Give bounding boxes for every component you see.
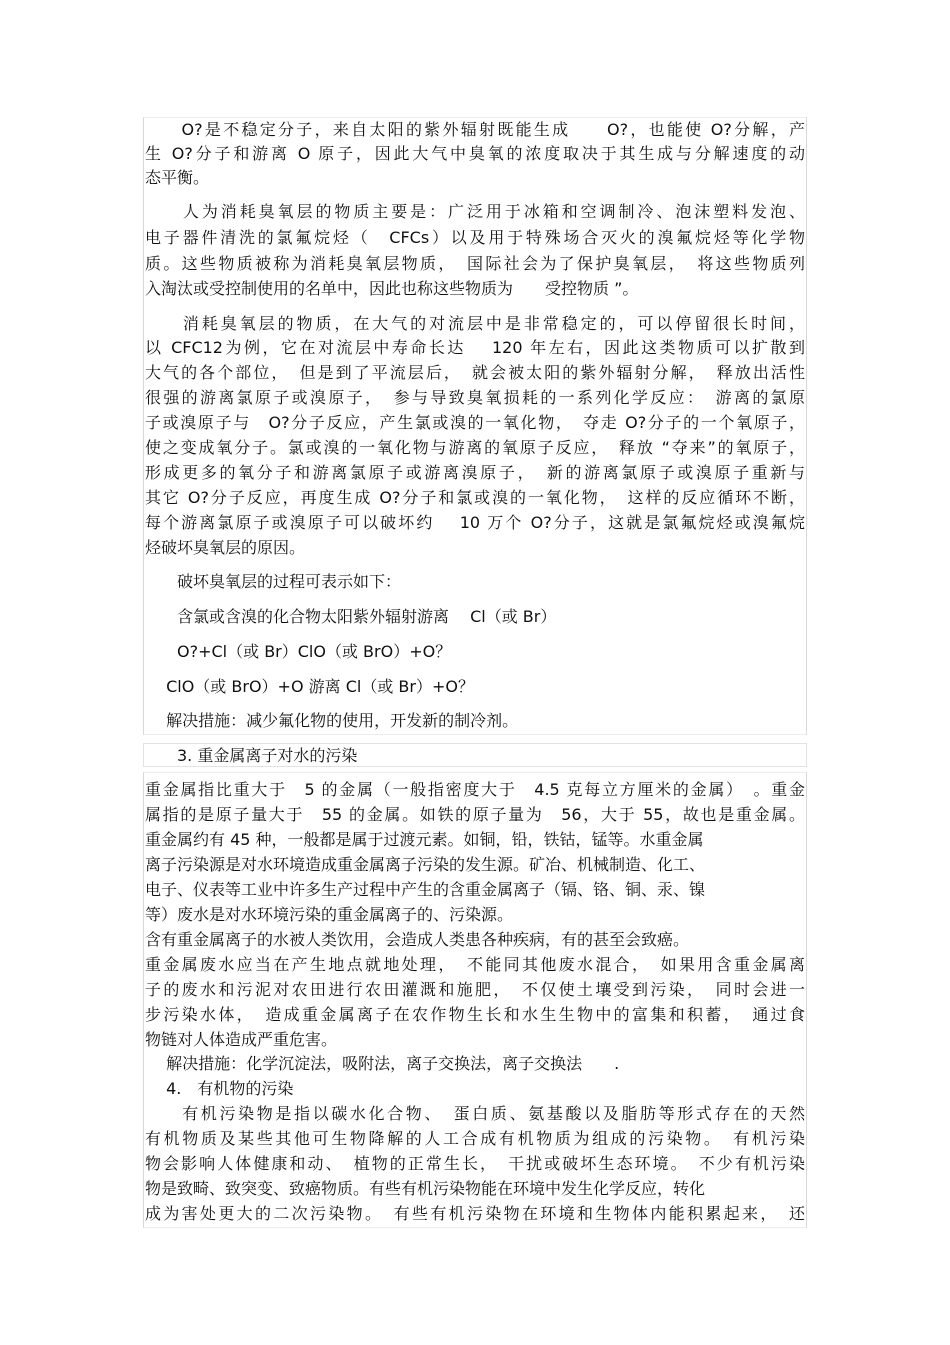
paragraph-line: 含有重金属离子的水被人类饮用，会造成人类患各种疾病，有的甚至会致癌。 [145, 930, 690, 949]
paragraph-line: 重金属指比重大于 5 的金属（一般指密度大于 4.5 克每立方厘米的金属） 。重金 [145, 780, 805, 799]
paragraph-line: 属指的是原子量大于 55 的金属。如铁的原子量为 56，大于 55，故也是重金属。 [145, 805, 805, 824]
paragraph-line: 质。这些物质被称为消耗臭氧层物质， 国际社会为了保护臭氧层， 将这些物质列 [145, 254, 805, 273]
paragraph-line: 重金属约有 45 种，一般都是属于过渡元素。如铜，铅，铁钴，锰等。水重金属 [145, 830, 704, 849]
paragraph-line: 烃破坏臭氧层的原因。 [145, 538, 306, 557]
paragraph-line: 生 O?分子和游离 O 原子，因此大气中臭氧的浓度取决于其生成与分解速度的动 [145, 144, 805, 163]
paragraph-line: 大气的各个部位， 但是到了平流层后， 就会被太阳的紫外辐射分解， 释放出活性 [145, 363, 805, 382]
solution-text: 解决措施：减少氟化物的使用，开发新的制冷剂。 [145, 711, 519, 730]
paragraph-line: 有机污染物是指以碳水化合物、 蛋白质、氨基酸以及脂肪等形式存在的天然 [145, 1104, 805, 1123]
paragraph-line: 有机物质及某些其他可生物降解的人工合成有机物质为组成的污染物。 有机污染 [145, 1129, 805, 1148]
paragraph-line: 消耗臭氧层的物质，在大气的对流层中是非常稳定的，可以停留很长时间， [145, 314, 805, 333]
paragraph-line: 每个游离氯原子或溴原子可以破坏约 10 万个 O?分子，这就是氯氟烷烃或溴氟烷 [145, 513, 805, 532]
paragraph-line: 很强的游离氯原子或溴原子， 参与导致臭氧损耗的一系列化学反应： 游离的氯原 [145, 388, 805, 407]
paragraph-line: 物是致畸、致突变、致癌物质。有些有机污染物能在环境中发生化学反应，转化 [145, 1179, 706, 1198]
paragraph-line: 离子污染源是对水环境造成重金属离子污染的发生源。矿冶、机械制造、化工、 [145, 855, 706, 874]
paragraph-line: 物会影响人体健康和动、 植物的正常生长， 干扰或破坏生态环境。 不少有机污染 [145, 1154, 805, 1173]
paragraph-line: 以 CFC12为例，它在对流层中寿命长达 120 年左右，因此这类物质可以扩散到 [145, 338, 805, 357]
paragraph-line: 形成更多的氧分子和游离氯原子或游离溴原子， 新的游离氯原子或溴原子重新与 [145, 463, 805, 482]
paragraph-line: 物链对人体造成严重危害。 [145, 1030, 338, 1049]
paragraph-line: 成为害处更大的二次污染物。 有些有机污染物在环境和生物体内能积累起来， 还 [145, 1204, 805, 1223]
paragraph-line: O?是不稳定分子，来自太阳的紫外辐射既能生成 O?，也能使 O?分解，产 [145, 120, 805, 139]
reaction-equation: 含氯或含溴的化合物太阳紫外辐射游离 Cl（或 Br） [145, 607, 557, 626]
paragraph-line: 态平衡。 [145, 168, 210, 187]
paragraph-line: 子的废水和污泥对农田进行农田灌溉和施肥， 不仅使土壤受到污染， 同时会进一 [145, 980, 805, 999]
solution-text: 解决措施：化学沉淀法，吸附法，离子交换法，离子交换法 . [145, 1054, 620, 1073]
paragraph-line: 使之变成氧分子。氯或溴的一氧化物与游离的氧原子反应， 释放 “夺来”的氧原子， [145, 438, 805, 457]
paragraph-line: 电子器件清洗的氯氟烷烃（ CFCs）以及用于特殊场合灭火的溴氟烷烃等化学物 [145, 228, 805, 247]
section-heading: 4. 有机物的污染 [145, 1079, 294, 1098]
section-heading: 3. 重金属离子对水的污染 [145, 746, 358, 765]
process-intro: 破坏臭氧层的过程可表示如下： [145, 572, 402, 591]
reaction-equation: O?+Cl（或 Br）ClO（或 BrO）+O？ [145, 642, 452, 661]
paragraph-line: 等）废水是对水环境污染的重金属离子的、污染源。 [145, 905, 514, 924]
reaction-equation: ClO（或 BrO）+O 游离 Cl（或 Br）+O？ [145, 677, 474, 696]
paragraph-line: 子或溴原子与 O?分子反应，产生氯或溴的一氧化物， 夺走 O?分子的一个氧原子， [145, 413, 805, 432]
paragraph-line: 其它 O?分子反应，再度生成 O?分子和氯或溴的一氧化物， 这样的反应循环不断， [145, 488, 805, 507]
paragraph-line: 人为消耗臭氧层的物质主要是：广泛用于冰箱和空调制冷、泡沫塑料发泡、 [145, 202, 805, 221]
paragraph-line: 重金属废水应当在产生地点就地处理， 不能同其他废水混合， 如果用含重金属离 [145, 955, 805, 974]
paragraph-line: 入淘汰或受控制使用的名单中，因此也称这些物质为 受控物质 ”。 [145, 279, 639, 298]
paragraph-line: 步污染水体， 造成重金属离子在农作物生长和水生生物中的富集和积蓄， 通过食 [145, 1005, 805, 1024]
paragraph-line: 电子、仪表等工业中许多生产过程中产生的含重金属离子（镉、铬、铜、汞、镍 [145, 880, 706, 899]
